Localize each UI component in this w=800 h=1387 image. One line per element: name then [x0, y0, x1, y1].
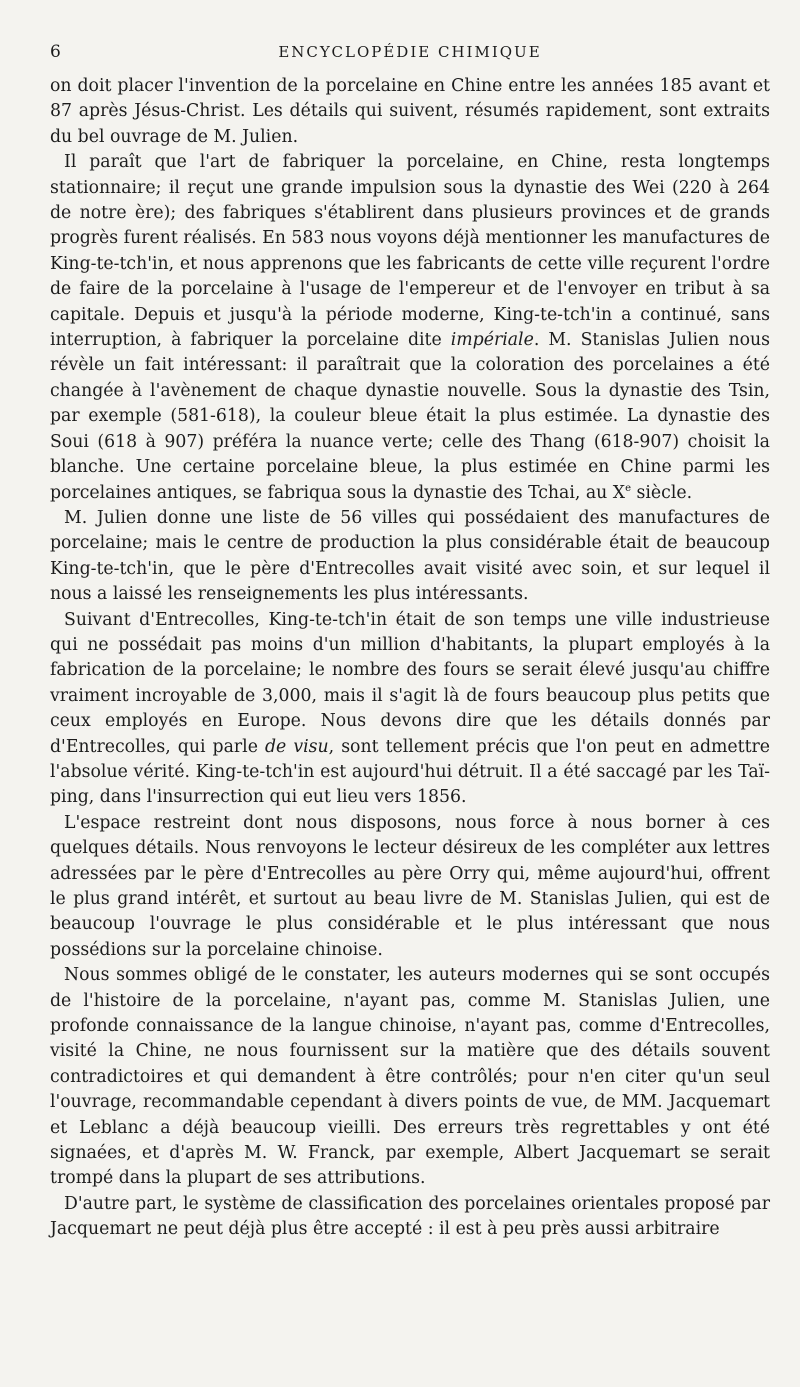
page-number: 6 — [50, 42, 61, 62]
paragraph: on doit placer l'invention de la porcelaine en Chine entre les années 185 avant et 87 après Jésus-Christ. Les détails qui suivent, résumés rapidement, sont extraits du bel ouvrage de M. Julien. — [50, 76, 770, 147]
paragraph-text: , sont tellement précis que l'on peut en admettre l'absolue vérité. King-te-tch'in est aujourd'hui détruit. Il a été saccagé par les Taï-ping, dans l'insurrection qui eut lieu vers 1856. — [50, 736, 771, 808]
italic-term: impériale — [450, 330, 534, 351]
superscript: e — [625, 482, 632, 494]
paragraph: D'autre part, le système de classification des porcelaines orientales proposé par Jacquemart ne peut déjà plus être accepté : il est à peu près aussi arbitraire — [50, 1193, 770, 1240]
paragraph-text: . M. Stanislas Julien nous révèle un fait intéressant: il paraîtrait que la coloration des porcelaines a été changée à l'avènement de chaque dynastie nouvelle. Sous la dynastie des Tsin, par exemple (581-618), la couleur bleue était la plus estimée. La dynastie des Soui (618 à 907) préféra la nuance verte; celle des Thang (618-907) choisit la blanche. Une certaine porcelaine bleue, la plus estimée en Chine parmi les porcelaines antiques, se fabriqua sous la dynastie des Tchai, au X — [50, 330, 770, 503]
body-text — [50, 74, 770, 1243]
paragraph-text: Suivant d'Entrecolles, King-te-tch'in était de son temps une ville industrieuse qui ne possédait pas moins d'un million d'habitants, la plupart employés à la fabrication de la porcelaine; le nombre des fours se serait élevé jusqu'au chiffre vraiment incroyable de 3,000, mais il s'agit là de fours beaucoup plus petits que ceux employés en Europe. Nous devons dire que les détails donnés par d'Entrecolles, qui parle — [50, 609, 770, 757]
paragraph — [50, 608, 770, 811]
paragraph: M. Julien donne une liste de 56 villes qui possédaient des manufactures de porcelaine; mais le centre de production la plus considérable était de beaucoup King-te-tch'in, que le père d'Entrecolles avait visité avec soin, et sur lequel il nous a laissé les renseignements les plus intéressants. — [50, 507, 770, 605]
paragraph — [50, 150, 770, 506]
paragraph: Nous sommes obligé de le constater, les auteurs modernes qui se sont occupés de l'histoire de la porcelaine, n'ayant pas, comme M. Stanislas Julien, une profonde connaissance de la langue chinoise, n'ayant pas, comme d'Entrecolles, visité la Chine, ne nous fournissent sur la matière que des détails souvent contradictoires et qui demandent à être contrôlés; pour n'en citer qu'un seul l'ouvrage, recommandable cependant à divers points de vue, de MM. Jacquemart et Leblanc a déjà beaucoup vieilli. Des erreurs très regrettables y ont été signaées, et d'après M. W. Franck, par exemple, Albert Jacquemart se serait trompé dans la plupart de ses attributions. — [50, 965, 770, 1189]
page-header — [50, 38, 770, 70]
running-title: ENCYCLOPÉDIE CHIMIQUE — [278, 43, 542, 61]
italic-term: de visu — [265, 736, 329, 757]
paragraph-text: Il paraît que l'art de fabriquer la porcelaine, en Chine, resta longtemps stationnaire; il reçut une grande impulsion sous la dynastie des Wei (220 à 264 de notre ère); des fabriques s'établirent dans plusieurs provinces et de grands progrès furent réalisés. En 583 nous voyons déjà mentionner les manufactures de King-te-tch'in, et nous apprenons que les fabricants de cette ville reçurent l'ordre de faire de la porcelaine à l'usage de l'empereur et de l'envoyer en tribut à sa capitale. Depuis et jusqu'à la période moderne, King-te-tch'in a continué, sans interruption, à fabriquer la porcelaine dite — [50, 152, 770, 351]
paragraph-text: siècle. — [631, 482, 693, 503]
paragraph: L'espace restreint dont nous disposons, nous force à nous borner à ces quelques détails. Nous renvoyons le lecteur désireux de les compléter aux lettres adressées par le père d'Entrecolles au père Orry qui, même aujourd'hui, offrent le plus grand intérêt, et surtout au beau livre de M. Stanislas Julien, qui est de beaucoup l'ouvrage le plus considérable et le plus intéressant que nous possédions sur la porcelaine chinoise. — [50, 812, 770, 960]
